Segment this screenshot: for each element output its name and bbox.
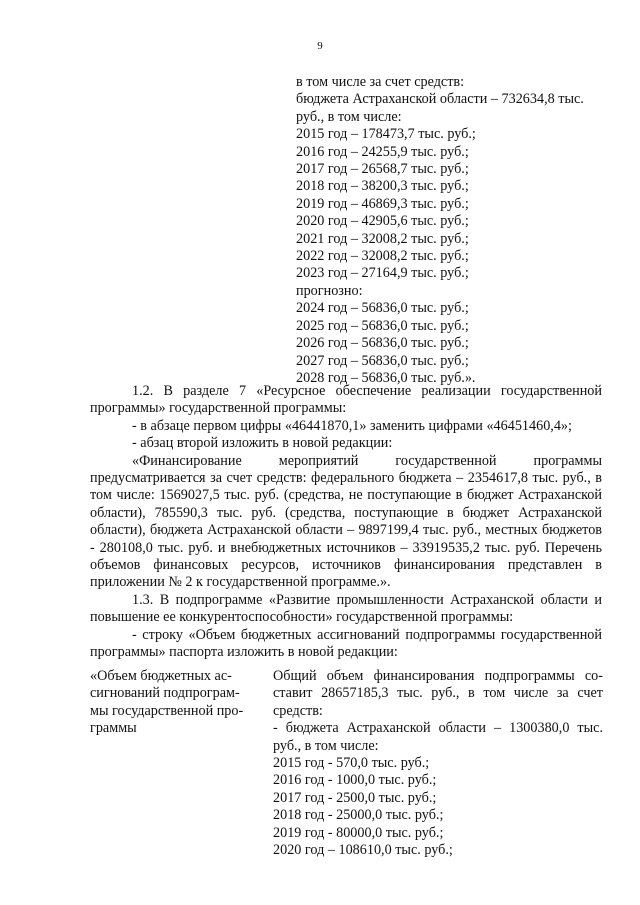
list-line: 2025 год – 56836,0 тыс. руб.;: [296, 317, 469, 334]
list-line: руб., в том числе:: [296, 108, 402, 125]
page-number: 9: [317, 40, 323, 52]
list-line: 2028 год – 56836,0 тыс. руб.».: [296, 369, 476, 386]
document-body: [90, 383, 602, 662]
list-line: 2023 год – 27164,9 тыс. руб.;: [296, 265, 469, 282]
list-line: 2022 год – 32008,2 тыс. руб.;: [296, 248, 469, 265]
paragraph-section-1-3: 1.3. В подпрограмме «Развитие промышленности Астраханской области и повышение ее конкурентоспособности» государственной программы:: [90, 591, 602, 626]
list-line: 2017 год – 26568,7 тыс. руб.;: [296, 161, 469, 178]
paragraph-amend-first-para: - в абзаце первом цифры «46441870,1» заменить цифрами «46451460,4»;: [132, 417, 572, 434]
list-line: в том числе за счет средств:: [296, 74, 465, 90]
value-line: ставит 28657185,3 тыс. руб., в том числе за счет: [273, 685, 603, 702]
list-line: прогнозно:: [296, 282, 363, 299]
value-line: 2017 год - 2500,0 тыс. руб.;: [273, 789, 437, 806]
value-line: 2018 год - 25000,0 тыс. руб.;: [273, 807, 444, 824]
paragraph-financing-text: «Финансирование мероприятий государственной программы предусматривается за счет средств: федерального бюджета – 2354617,8 тыс. руб., в том числе: 1569027,5 тыс. руб. (средства, не поступающие в бюджет Астраханской области), 785590,3 тыс. руб. (средства, поступающие в бюджет Астраханской области), бюджета Астраханской области – 9897199,4 тыс. руб., местных бюджетов - 280108,0 тыс. руб. и внебюджетных источников – 33919535,2 тыс. руб. Перечень объемов финансовых ресурсов, источников финансирования представлен в приложении № 2 к государственной программе.».: [90, 452, 602, 591]
funding-by-year-list: [296, 74, 616, 387]
value-line: Общий объем финансирования подпрограммы со-: [273, 668, 603, 684]
passport-row-label: [90, 668, 260, 738]
list-line: 2021 год – 32008,2 тыс. руб.;: [296, 230, 469, 247]
list-line: 2019 год – 46869,3 тыс. руб.;: [296, 195, 469, 212]
value-line: - бюджета Астраханской области – 1300380,0 тыс.: [273, 720, 603, 737]
label-line: граммы: [90, 720, 137, 737]
paragraph-amend-second-para: - абзац второй изложить в новой редакции:: [132, 435, 393, 452]
value-line: 2019 год - 80000,0 тыс. руб.;: [273, 824, 444, 841]
value-line: средств:: [273, 702, 323, 719]
list-line: 2026 год – 56836,0 тыс. руб.;: [296, 335, 469, 352]
list-line: 2020 год – 42905,6 тыс. руб.;: [296, 213, 469, 230]
list-line: 2015 год – 178473,7 тыс. руб.;: [296, 126, 476, 143]
passport-row-value: [273, 668, 603, 859]
label-line: «Объем бюджетных ас-: [90, 668, 232, 684]
value-line: 2015 год - 570,0 тыс. руб.;: [273, 755, 430, 772]
paragraph-passport-row: - строку «Объем бюджетных ассигнований подпрограммы государственной программы» паспорта изложить в новой редакции:: [90, 626, 602, 661]
list-line: 2027 год – 56836,0 тыс. руб.;: [296, 352, 469, 369]
list-line: 2024 год – 56836,0 тыс. руб.;: [296, 300, 469, 317]
paragraph-section-1-2: 1.2. В разделе 7 «Ресурсное обеспечение реализации государственной программы» государственной программы:: [90, 383, 602, 417]
value-line: руб., в том числе:: [273, 737, 379, 754]
label-line: сигнований подпрограм-: [90, 685, 240, 702]
list-line: 2016 год – 24255,9 тыс. руб.;: [296, 143, 469, 160]
label-line: мы государственной про-: [90, 702, 244, 719]
value-line: 2020 год – 108610,0 тыс. руб.;: [273, 842, 453, 859]
list-line: 2018 год – 38200,3 тыс. руб.;: [296, 178, 469, 195]
value-line: 2016 год - 1000,0 тыс. руб.;: [273, 772, 437, 789]
list-line: бюджета Астраханской области – 732634,8 тыс.: [296, 91, 584, 108]
